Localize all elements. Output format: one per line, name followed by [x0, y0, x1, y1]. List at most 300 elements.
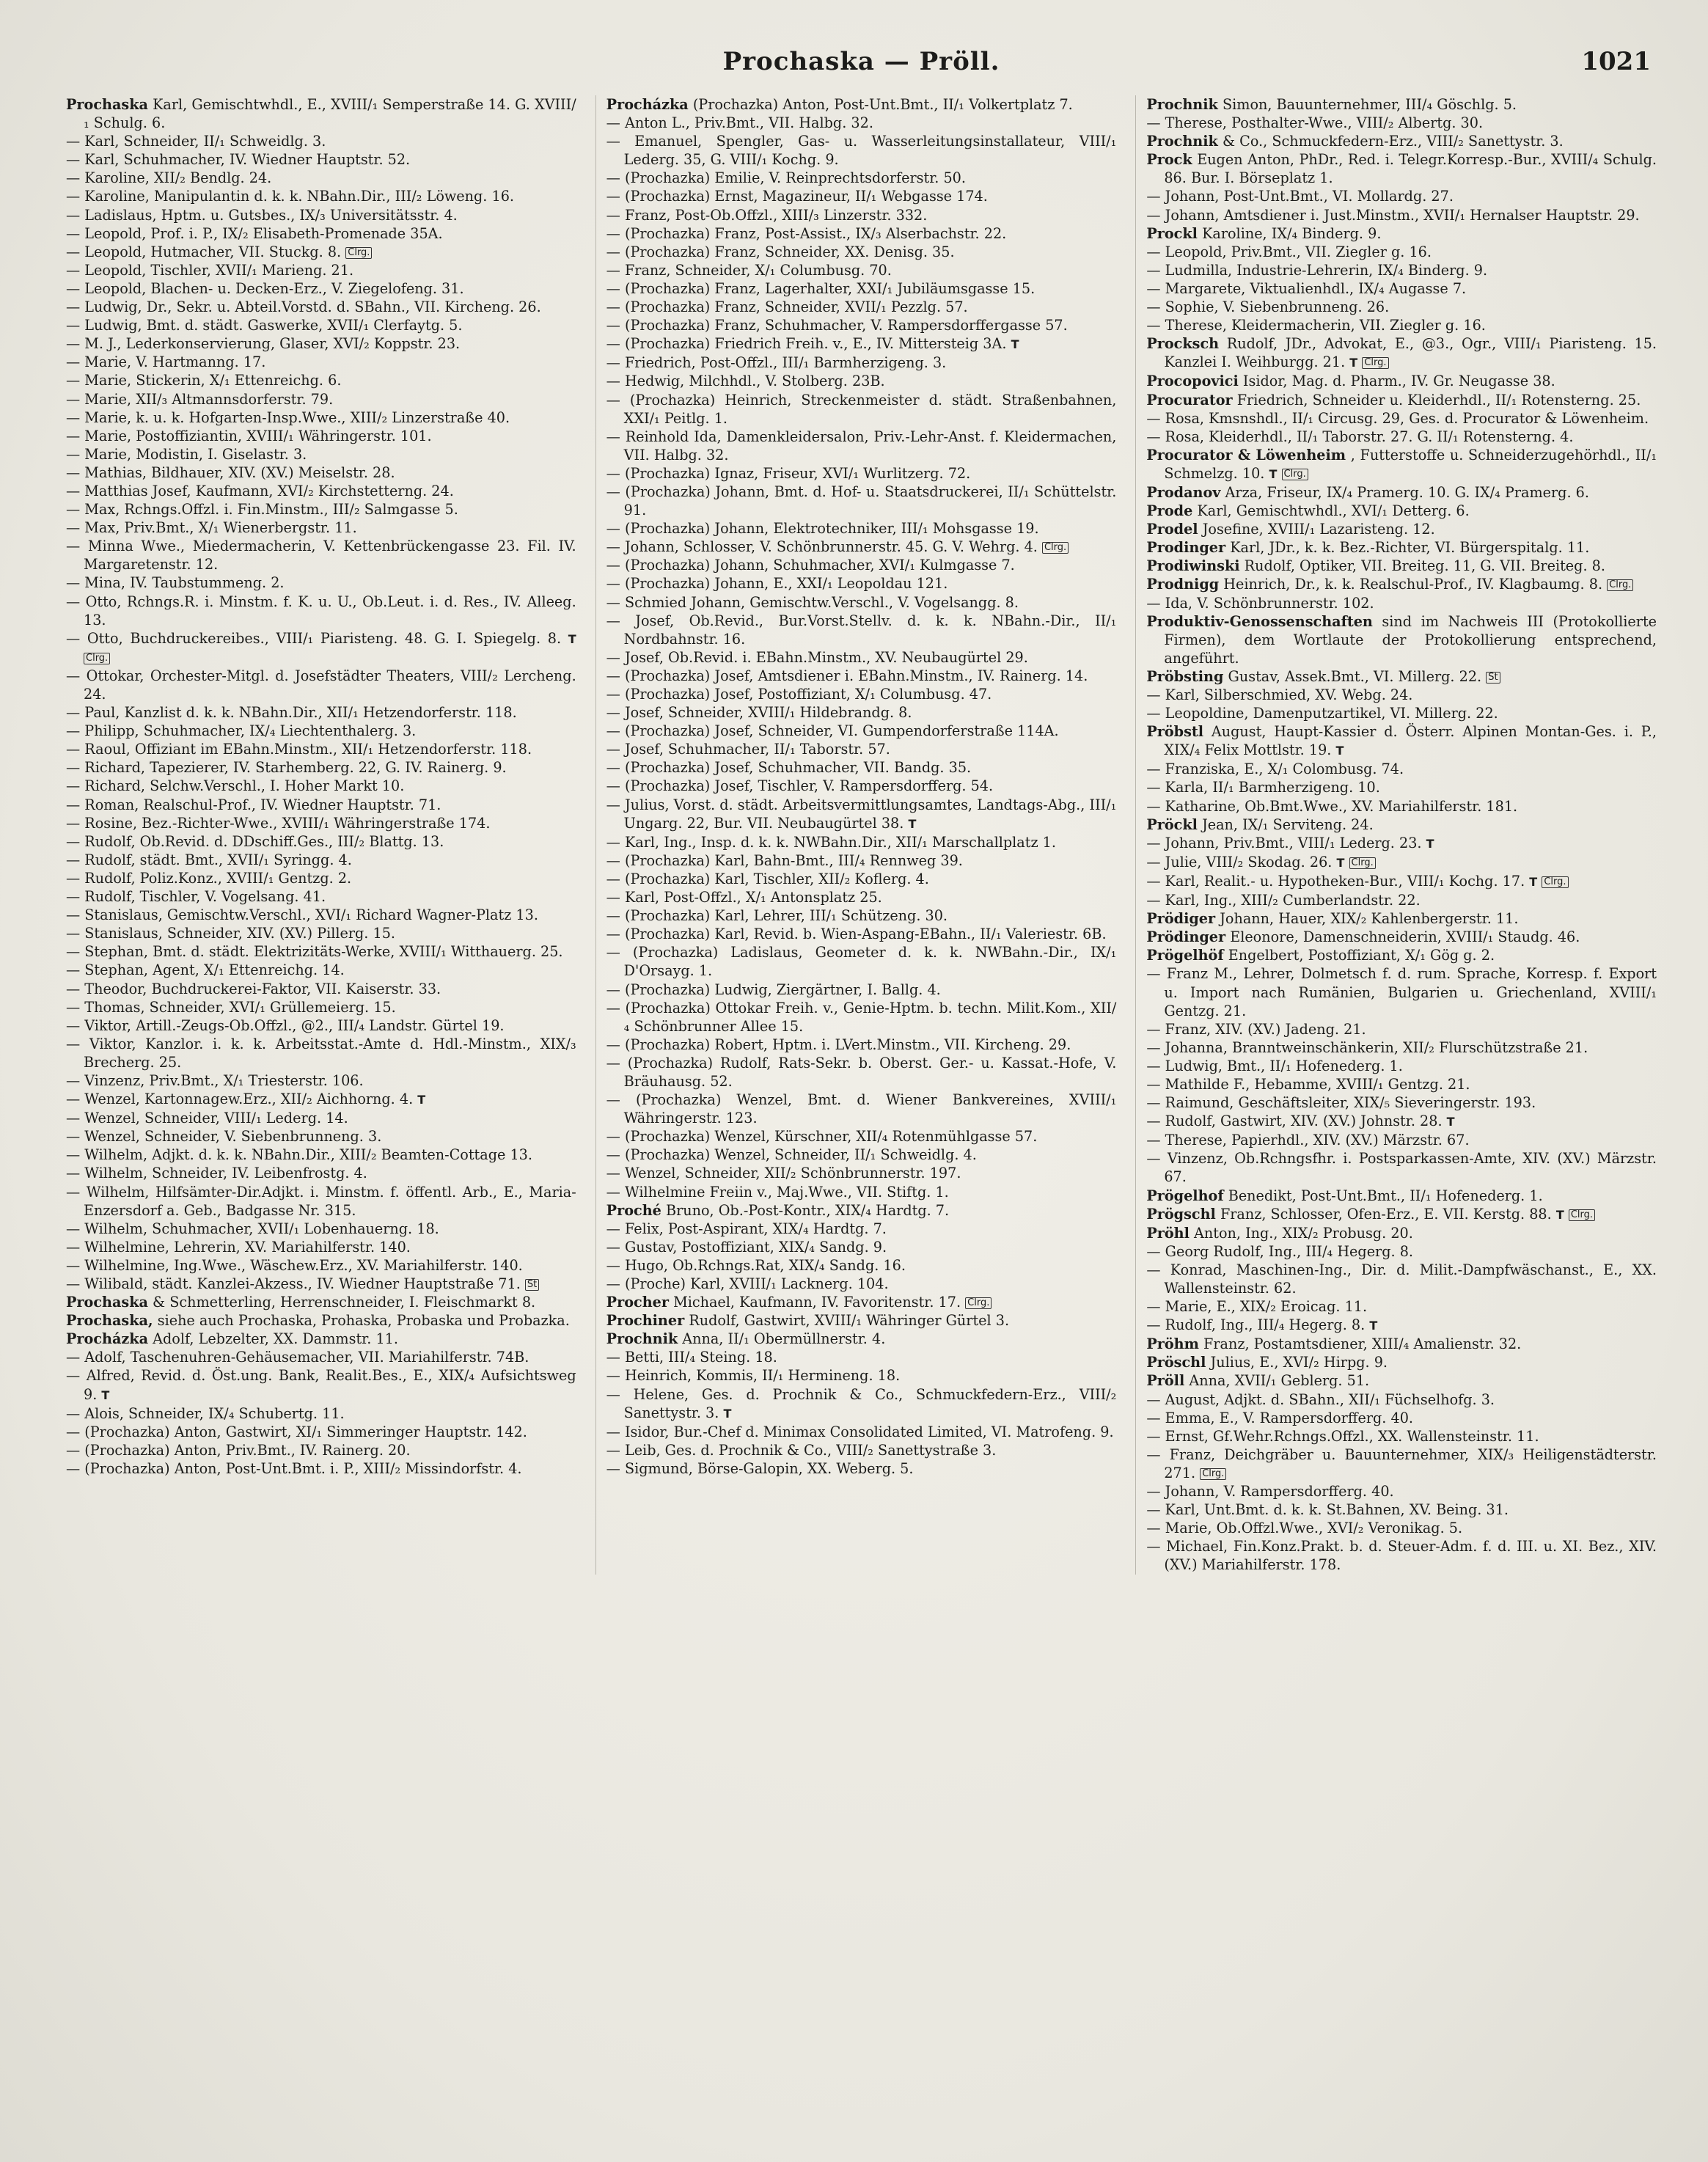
directory-entry	[606, 1127, 1117, 1146]
entry-headword: Prodiwinski	[1146, 557, 1240, 575]
entry-text: — Rosa, Kmsnshdl., II/₁ Circusg. 29, Ges. d. Procurator & Löwenheim.	[1146, 409, 1649, 427]
entry-text: — Felix, Post-Aspirant, XIX/₄ Hardtg. 7.	[606, 1220, 887, 1237]
entry-text: — Stephan, Agent, X/₁ Ettenreichg. 14.	[66, 961, 345, 979]
directory-entry	[606, 999, 1117, 1036]
entry-text: — Ludwig, Bmt. d. städt. Gaswerke, XVII/₁ Clerfaytg. 5.	[66, 317, 463, 334]
entry-text: — Michael, Fin.Konz.Prakt. b. d. Steuer-Adm. f. d. III. u. XI. Bez., XIV. (XV.) Mariahilferstr. 178.	[1146, 1538, 1657, 1574]
directory-entry	[66, 1238, 576, 1256]
entry-text: — (Prochazka) Josef, Postoffiziant, X/₁ Columbusg. 47.	[606, 686, 992, 703]
entry-text: — Anton L., Priv.Bmt., VII. Halbg. 32.	[606, 114, 873, 132]
entry-text: — Rudolf, Poliz.Konz., XVIII/₁ Gentzg. 2.	[66, 869, 352, 887]
entry-text: — Franz, Deichgräber u. Bauunternehmer, XIX/₃ Heiligenstädterstr. 271.	[1146, 1445, 1657, 1481]
directory-entry	[1146, 1445, 1657, 1482]
entry-text: — Emanuel, Spengler, Gas- u. Wasserleitungsinstallateur, VIII/₁ Lederg. 35, G. VIII/₁ Kochg. 9.	[606, 133, 1117, 169]
entry-text: — Franz, Post-Ob.Offzl., XIII/₃ Linzerstr. 332.	[606, 206, 928, 224]
directory-entry	[606, 1348, 1117, 1366]
entry-headword: Prochiner	[606, 1312, 685, 1330]
entry-text: Julius, E., XVI/₂ Hirpg. 9.	[1210, 1354, 1388, 1371]
entry-headword: Prochaska,	[66, 1312, 153, 1330]
directory-entry	[606, 1220, 1117, 1238]
directory-entry	[606, 1054, 1117, 1091]
directory-entry	[606, 169, 1117, 187]
directory-entry	[606, 1423, 1117, 1441]
entry-headword: Procurator & Löwenheim	[1146, 446, 1346, 463]
directory-entry	[1146, 298, 1657, 316]
directory-entry	[1146, 575, 1657, 593]
directory-entry	[606, 1036, 1117, 1054]
clearing-badge: Clrg.	[84, 653, 110, 664]
directory-entry	[1146, 1149, 1657, 1186]
entry-text: — Konrad, Maschinen-Ing., Dir. d. Milit.-Dampfwäschanst., E., XX. Wallensteinstr. 62.	[1146, 1261, 1657, 1297]
directory-entry	[1146, 334, 1657, 372]
directory-entry	[606, 391, 1117, 428]
entry-text: — Otto, Rchngs.R. i. Minstm. f. K. u. U., Ob.Leut. i. d. Res., IV. Alleeg. 13.	[66, 593, 576, 629]
directory-entry	[1146, 243, 1657, 261]
entry-text: — Marie, Ob.Offzl.Wwe., XVI/₂ Veronikag. 5.	[1146, 1520, 1463, 1537]
directory-entry	[1146, 667, 1657, 686]
directory-entry	[66, 1256, 576, 1275]
entry-text: — Wilhelm, Hilfsämter-Dir.Adjkt. i. Minstm. f. öffentl. Arb., E., Maria-Enzersdorf a. Geb., Badgasse Nr. 315.	[66, 1183, 576, 1219]
directory-entry	[66, 187, 576, 205]
entry-text: — Ludwig, Dr., Sekr. u. Abteil.Vorstd. d. SBahn., VII. Kircheng. 26.	[66, 298, 541, 316]
entry-text: — Mathilde F., Hebamme, XVIII/₁ Gentzg. 21.	[1146, 1075, 1470, 1093]
telephone-icon: T	[1269, 466, 1278, 481]
entry-text: — Mina, IV. Taubstummeng. 2.	[66, 574, 285, 592]
directory-entry	[66, 1275, 576, 1293]
directory-entry	[66, 1220, 576, 1238]
clearing-badge: St	[525, 1279, 539, 1291]
entry-headword: Pröschl	[1146, 1354, 1206, 1371]
entry-text: Gustav, Assek.Bmt., VI. Millerg. 22.	[1228, 667, 1482, 685]
entry-text: — Otto, Buchdruckereibes., VIII/₁ Piaristeng. 48. G. I. Spiegelg. 8.	[66, 629, 562, 647]
directory-entry	[606, 722, 1117, 740]
entry-text: Karl, JDr., k. k. Bez.-Richter, VI. Bürgerspitalg. 11.	[1230, 539, 1590, 557]
telephone-icon: T	[1011, 337, 1019, 352]
directory-entry	[66, 593, 576, 629]
entry-text: — (Prochazka) Johann, Schuhmacher, XVI/₁ Kulmgasse 7.	[606, 557, 1015, 574]
entry-text: — Ludmilla, Industrie-Lehrerin, IX/₄ Binderg. 9.	[1146, 261, 1488, 279]
directory-entry	[66, 537, 576, 574]
directory-entry	[606, 758, 1117, 777]
entry-text: — Hedwig, Milchhdl., V. Stolberg. 23B.	[606, 373, 885, 390]
directory-entry	[66, 1146, 576, 1164]
directory-entry	[1146, 187, 1657, 205]
entry-text: — Karoline, Manipulantin d. k. k. NBahn.Dir., III/₂ Löweng. 16.	[66, 188, 515, 205]
entry-text: Rudolf, JDr., Advokat, E., @3., Ogr., VIII/₁ Piaristeng. 15. Kanzlei I. Weihburgg. 21.	[1164, 335, 1657, 371]
entry-text: — Leopold, Tischler, XVII/₁ Marieng. 21.	[66, 261, 354, 279]
entry-text: — Marie, k. u. k. Hofgarten-Insp.Wwe., XIII/₂ Linzerstraße 40.	[66, 408, 510, 426]
entry-text: — Johann, Priv.Bmt., VIII/₁ Lederg. 23.	[1146, 834, 1422, 851]
entry-text: — Julius, Vorst. d. städt. Arbeitsvermittlungsamtes, Landtags-Abg., III/₁ Ungarg. 22, Bur. VII. Neubaugürtel 38.	[606, 796, 1117, 832]
entry-headword: Procher	[606, 1294, 669, 1311]
entry-text: Bruno, Ob.-Post-Kontr., XIX/₄ Hardtg. 7.	[665, 1201, 950, 1219]
directory-entry	[66, 463, 576, 482]
directory-entry	[1146, 1297, 1657, 1316]
telephone-icon: T	[1426, 836, 1434, 851]
entry-text: — Karl, Post-Offzl., X/₁ Antonsplatz 25.	[606, 889, 882, 906]
directory-entry	[606, 132, 1117, 169]
entry-text: — (Prochazka) Johann, Bmt. d. Hof- u. Staatsdruckerei, II/₁ Schüttelstr. 91.	[606, 483, 1117, 519]
directory-entry	[1146, 704, 1657, 722]
page-number: 1021	[1581, 47, 1651, 76]
directory-entry	[1146, 1537, 1657, 1574]
entry-headword: Proché	[606, 1201, 661, 1219]
directory-entry	[606, 888, 1117, 906]
directory-entry	[606, 261, 1117, 279]
directory-entry	[1146, 1205, 1657, 1224]
entry-headword: Procurator	[1146, 391, 1233, 408]
entry-text: — Leopold, Priv.Bmt., VII. Ziegler g. 16.	[1146, 243, 1432, 260]
entry-text: Franz, Postamtsdiener, XIII/₄ Amalienstr. 32.	[1203, 1335, 1522, 1353]
directory-entry	[606, 464, 1117, 483]
directory-entry	[606, 206, 1117, 224]
entry-text: — Therese, Kleidermacherin, VII. Ziegler g. 16.	[1146, 317, 1486, 334]
directory-entry	[606, 1256, 1117, 1275]
directory-entry	[606, 667, 1117, 685]
directory-entry	[66, 1293, 576, 1311]
directory-entry	[606, 685, 1117, 703]
directory-entry	[606, 187, 1117, 205]
directory-entry	[66, 279, 576, 298]
entry-text: Jean, IX/₁ Serviteng. 24.	[1202, 816, 1374, 833]
entry-text: Eleonore, Damenschneiderin, XVIII/₁ Staudg. 46.	[1230, 928, 1580, 946]
entry-text: — Marie, Modistin, I. Giselastr. 3.	[66, 445, 307, 463]
entry-text: — Max, Rchngs.Offzl. i. Fin.Minstm., III/₂ Salmgasse 5.	[66, 501, 458, 518]
directory-entry	[1146, 1261, 1657, 1297]
entry-text: — (Prochazka) Josef, Schuhmacher, VII. Bandg. 35.	[606, 759, 972, 777]
entry-text: — Mathias, Bildhauer, XIV. (XV.) Meiselstr. 28.	[66, 463, 395, 481]
entry-text: — (Prochazka) Robert, Hptm. i. LVert.Minstm., VII. Kircheng. 29.	[606, 1036, 1071, 1053]
clearing-badge: Clrg.	[1362, 357, 1388, 369]
directory-entry	[1146, 834, 1657, 853]
directory-entry	[1146, 1519, 1657, 1537]
entry-text: — Wenzel, Schneider, V. Siebenbrunneng. 3.	[66, 1128, 382, 1146]
entry-text: Rudolf, Gastwirt, XVIII/₁ Währinger Gürtel 3.	[689, 1312, 1010, 1330]
entry-text: — Franziska, E., X/₁ Colombusg. 74.	[1146, 761, 1404, 778]
directory-entry	[606, 612, 1117, 648]
clearing-badge: Clrg.	[1042, 542, 1069, 554]
directory-entry	[1146, 372, 1657, 390]
entry-headword: Produktiv-Genossenschaften	[1146, 612, 1373, 630]
directory-entry	[1146, 1075, 1657, 1093]
entry-headword: Procopovici	[1146, 373, 1239, 390]
entry-text: — (Prochazka) Johann, E., XXI/₁ Leopoldau 121.	[606, 575, 948, 593]
directory-entry	[66, 869, 576, 887]
directory-entry	[606, 703, 1117, 722]
entry-headword: Procházka	[606, 96, 689, 113]
entry-text: — Sophie, V. Siebenbrunneng. 26.	[1146, 298, 1390, 316]
entry-text: — Johann, Schlosser, V. Schönbrunnerstr. 45. G. V. Wehrg. 4.	[606, 538, 1038, 556]
entry-text: Adolf, Lebzelter, XX. Dammstr. 11.	[153, 1330, 398, 1348]
directory-entry	[606, 1293, 1117, 1311]
entry-text: Anton, Ing., XIX/₂ Probusg. 20.	[1194, 1224, 1413, 1242]
directory-entry	[606, 740, 1117, 758]
directory-entry	[606, 593, 1117, 612]
directory-entry	[606, 243, 1117, 261]
entry-text: — Franz, XIV. (XV.) Jadeng. 21.	[1146, 1020, 1366, 1038]
entry-text: — M. J., Lederkonservierung, Glaser, XVI/₂ Koppstr. 23.	[66, 335, 461, 353]
entry-text: — Therese, Papierhdl., XIV. (XV.) Märzstr. 67.	[1146, 1132, 1470, 1149]
clearing-badge: Clrg.	[1282, 469, 1308, 480]
directory-entry	[1146, 964, 1657, 1019]
entry-text: — Marie, Stickerin, X/₁ Ettenreichg. 6.	[66, 372, 342, 389]
directory-entry	[1146, 1335, 1657, 1353]
entry-text: — (Prochazka) Friedrich Freih. v., E., IV. Mittersteig 3A.	[606, 335, 1007, 353]
entry-text: Karoline, IX/₄ Binderg. 9.	[1202, 224, 1382, 242]
entry-text: — (Prochazka) Rudolf, Rats-Sekr. b. Oberst. Ger.- u. Kassat.-Hofe, V. Bräuhausg. 52.	[606, 1054, 1117, 1090]
telephone-icon: T	[1529, 874, 1538, 889]
entry-text: — (Prochazka) Ignaz, Friseur, XVI/₁ Wurlitzerg. 72.	[606, 464, 971, 482]
directory-entry	[1146, 150, 1657, 187]
directory-entry	[1146, 520, 1657, 538]
directory-entry	[1146, 114, 1657, 132]
entry-text: — Marie, Postoffiziantin, XVIII/₁ Währingerstr. 101.	[66, 427, 432, 444]
directory-entry	[1146, 1093, 1657, 1112]
entry-text: — Johann, Amtsdiener i. Just.Minstm., XVII/₁ Hernalser Hauptstr. 29.	[1146, 206, 1640, 224]
clearing-badge: Clrg.	[1607, 579, 1633, 591]
directory-entry	[66, 1016, 576, 1035]
entry-text: — Stephan, Bmt. d. städt. Elektrizitäts-Werke, XVIII/₁ Witthauerg. 25.	[66, 943, 563, 961]
entry-text: — Betti, III/₄ Steing. 18.	[606, 1349, 777, 1366]
directory-entry	[606, 648, 1117, 667]
entry-text: Michael, Kaufmann, IV. Favoritenstr. 17.	[673, 1294, 961, 1311]
entry-text: — Rudolf, Gastwirt, XIV. (XV.) Johnstr. 28.	[1146, 1113, 1443, 1130]
entry-text: — Josef, Ob.Revid., Bur.Vorst.Stellv. d. k. k. NBahn.-Dir., II/₁ Nordbahnstr. 16.	[606, 612, 1117, 648]
entry-text: — (Prochazka) Ottokar Freih. v., Genie-Hptm. b. techn. Milit.Kom., XII/₄ Schönbrunner Allee 15.	[606, 999, 1117, 1035]
entry-text: — Ernst, Gf.Wehr.Rchngs.Offzl., XX. Wallensteinstr. 11.	[1146, 1427, 1539, 1445]
directory-entry	[66, 814, 576, 832]
entry-headword: Prochnik	[606, 1330, 678, 1348]
entry-headword: Prögelhöf	[1146, 947, 1224, 964]
entry-text: Anna, XVII/₁ Geblerg. 51.	[1189, 1372, 1370, 1390]
entry-text: — Stanislaus, Schneider, XIV. (XV.) Pillerg. 15.	[66, 925, 396, 942]
directory-entry	[606, 1441, 1117, 1459]
entry-text: — Karl, Schuhmacher, IV. Wiedner Hauptstr. 52.	[66, 151, 411, 169]
entry-text: — Georg Rudolf, Ing., III/₄ Hegerg. 8.	[1146, 1242, 1414, 1260]
directory-entry	[66, 722, 576, 740]
telephone-icon: T	[1349, 356, 1358, 370]
entry-text: — (Proche) Karl, XVIII/₁ Lacknerg. 104.	[606, 1275, 889, 1292]
directory-entry	[1146, 1371, 1657, 1390]
directory-entry	[66, 95, 576, 132]
directory-entry	[66, 298, 576, 316]
directory-entry	[1146, 1390, 1657, 1409]
entry-text: — Rudolf, Ing., III/₄ Hegerg. 8.	[1146, 1316, 1366, 1334]
entry-text: — Helene, Ges. d. Prochnik & Co., Schmuckfedern-Erz., VIII/₂ Sanettystr. 3.	[606, 1385, 1117, 1421]
entry-text: — Alois, Schneider, IX/₄ Schubertg. 11.	[66, 1404, 345, 1422]
directory-entry	[606, 316, 1117, 334]
telephone-icon: T	[908, 816, 917, 831]
directory-entry	[66, 169, 576, 187]
entry-text: — Leopoldine, Damenputzartikel, VI. Millerg. 22.	[1146, 705, 1498, 722]
directory-entry	[1146, 612, 1657, 667]
entry-text: — Johann, V. Rampersdorfferg. 40.	[1146, 1483, 1394, 1500]
entry-text: — Wenzel, Kartonnagew.Erz., XII/₂ Aichhorng. 4.	[66, 1091, 414, 1108]
entry-text: Isidor, Mag. d. Pharm., IV. Gr. Neugasse 38.	[1242, 373, 1555, 390]
directory-entry	[66, 574, 576, 592]
entry-text: — Viktor, Artill.-Zeugs-Ob.Offzl., @2., III/₄ Landstr. Gürtel 19.	[66, 1016, 505, 1034]
entry-text: — Wenzel, Schneider, XII/₂ Schönbrunnerstr. 197.	[606, 1165, 961, 1182]
directory-entry	[606, 981, 1117, 999]
directory-entry	[66, 150, 576, 169]
directory-entry	[1146, 946, 1657, 964]
entry-text: — Max, Priv.Bmt., X/₁ Wienerbergstr. 11.	[66, 519, 357, 537]
directory-entry	[66, 518, 576, 537]
directory-entry	[66, 906, 576, 924]
entry-headword: Pröckl	[1146, 816, 1198, 833]
entry-text: Benedikt, Post-Unt.Bmt., II/₁ Hofenederg. 1.	[1228, 1187, 1543, 1204]
entry-text: — Vinzenz, Priv.Bmt., X/₁ Triesterstr. 106.	[66, 1071, 364, 1089]
entry-text: — (Prochazka) Anton, Priv.Bmt., IV. Rainerg. 20.	[66, 1441, 411, 1459]
directory-entry	[66, 980, 576, 998]
entry-text: — Johanna, Branntweinschänkerin, XII/₂ Flurschützstraße 21.	[1146, 1038, 1588, 1056]
directory-entry	[66, 1404, 576, 1423]
column-left	[66, 95, 576, 1575]
entry-text: — Wilhelmine, Lehrerin, XV. Mariahilferstr. 140.	[66, 1238, 411, 1256]
entry-text: — Karl, Unt.Bmt. d. k. k. St.Bahnen, XV. Being. 31.	[1146, 1501, 1509, 1519]
directory-entry	[1146, 816, 1657, 834]
entry-text: — Rudolf, städt. Bmt., XVII/₁ Syringg. 4.	[66, 851, 352, 868]
entry-text: & Schmetterling, Herrenschneider, I. Fleischmarkt 8.	[153, 1294, 536, 1311]
entry-text: — Rosine, Bez.-Richter-Wwe., XVIII/₁ Währingerstraße 174.	[66, 814, 491, 832]
entry-text: — (Prochazka) Emilie, V. Reinprechtsdorferstr. 50.	[606, 169, 966, 187]
entry-text: (Prochazka) Anton, Post-Unt.Bmt., II/₁ Volkertplatz 7.	[692, 96, 1073, 113]
directory-entry	[1146, 1112, 1657, 1131]
entry-text: — (Prochazka) Johann, Elektrotechniker, III/₁ Mohsgasse 19.	[606, 520, 1039, 538]
directory-entry	[1146, 224, 1657, 243]
entry-text: — Isidor, Bur.-Chef d. Minimax Consolidated Limited, VI. Matrofeng. 9.	[606, 1423, 1114, 1440]
entry-headword: Pröhm	[1146, 1335, 1199, 1353]
entry-text: — Marie, V. Hartmanng. 17.	[66, 353, 266, 371]
entry-text: — Karl, Realit.- u. Hypotheken-Bur., VIII/₁ Kochg. 17.	[1146, 872, 1525, 890]
entry-text: — (Prochazka) Anton, Gastwirt, XI/₁ Simmeringer Hauptstr. 142.	[66, 1423, 527, 1440]
entry-text: — (Prochazka) Karl, Tischler, XII/₂ Koflerg. 4.	[606, 870, 929, 887]
directory-entry	[66, 261, 576, 279]
directory-entry	[1146, 1482, 1657, 1500]
directory-entry	[1146, 1057, 1657, 1075]
directory-entry	[1146, 1316, 1657, 1335]
entry-text: — Karla, II/₁ Barmherzigeng. 10.	[1146, 779, 1380, 796]
directory-entry	[66, 1183, 576, 1220]
directory-entry	[66, 1311, 576, 1330]
clearing-badge: Clrg.	[1200, 1468, 1226, 1480]
entry-text: — (Prochazka) Franz, Post-Assist., IX/₃ Alserbachstr. 22.	[606, 224, 1007, 242]
column-right	[1135, 95, 1657, 1575]
directory-entry	[1146, 891, 1657, 909]
entry-text: — August, Adjkt. d. SBahn., XII/₁ Füchselhofg. 3.	[1146, 1390, 1495, 1408]
entry-text: — (Prochazka) Wenzel, Kürschner, XII/₄ Rotenmühlgasse 57.	[606, 1128, 1038, 1146]
entry-text: — Josef, Ob.Revid. i. EBahn.Minstm., XV. Neubaugürtel 29.	[606, 648, 1028, 666]
directory-entry	[66, 445, 576, 463]
telephone-icon: T	[417, 1093, 426, 1107]
telephone-icon: T	[101, 1388, 110, 1402]
entry-text: — Franz M., Lehrer, Dolmetsch f. d. rum. Sprache, Korresp. f. Export u. Import nach Rumänien, Bulgarien u. Griechenland, XVIII/₁ Gentzg. 21.	[1146, 965, 1657, 1019]
directory-entry	[66, 371, 576, 389]
page-header	[66, 45, 1657, 89]
directory-entry	[606, 777, 1117, 795]
entry-headword: Prode	[1146, 502, 1193, 520]
entry-headword: Procksch	[1146, 335, 1220, 353]
entry-text: — Alfred, Revid. d. Öst.ung. Bank, Realit.Bes., E., XIX/₄ Aufsichtsweg 9.	[66, 1367, 576, 1403]
entry-text: — Wilhelm, Schuhmacher, XVII/₁ Lobenhauerng. 18.	[66, 1220, 439, 1237]
directory-entry	[66, 353, 576, 371]
entry-text: — Friedrich, Post-Offzl., III/₁ Barmherzigeng. 3.	[606, 354, 947, 372]
entry-text: — Leopold, Blachen- u. Decken-Erz., V. Ziegelofeng. 31.	[66, 279, 464, 297]
directory-entry	[606, 906, 1117, 925]
entry-text: — Johann, Post-Unt.Bmt., VI. Mollardg. 27.	[1146, 188, 1454, 205]
directory-entry	[66, 408, 576, 427]
directory-entry	[66, 758, 576, 777]
directory-entry	[1146, 502, 1657, 520]
directory-entry	[66, 851, 576, 869]
telephone-icon: T	[1336, 855, 1345, 870]
entry-headword: Prochnik	[1146, 96, 1218, 113]
entry-text: Simon, Bauunternehmer, III/₄ Göschlg. 5.	[1222, 96, 1517, 113]
directory-entry	[66, 1109, 576, 1127]
directory-entry	[66, 243, 576, 261]
entry-text: — Thomas, Schneider, XVI/₁ Grüllemeierg. 15.	[66, 998, 396, 1016]
entry-text: — Reinhold Ida, Damenkleidersalon, Priv.-Lehr-Anst. f. Kleidermachen, VII. Halbg. 32.	[606, 428, 1117, 463]
directory-entry	[1146, 538, 1657, 557]
directory-entry	[1146, 1353, 1657, 1371]
entry-text: — Wilhelm, Adjkt. d. k. k. NBahn.Dir., XIII/₂ Beamten-Cottage 13.	[66, 1146, 532, 1164]
entry-text: — Ladislaus, Hptm. u. Gutsbes., IX/₃ Universitätsstr. 4.	[66, 206, 458, 224]
entry-text: — Vinzenz, Ob.Rchngsfhr. i. Postsparkassen-Amte, XIV. (XV.) Märzstr. 67.	[1146, 1150, 1657, 1186]
entry-text: — (Prochazka) Franz, Schneider, XVII/₁ Pezzlg. 57.	[606, 298, 968, 316]
entry-headword: Prochaska	[66, 1294, 148, 1311]
entry-text: — Margarete, Viktualienhdl., IX/₄ Augasse 7.	[1146, 279, 1467, 297]
directory-entry	[1146, 316, 1657, 334]
directory-entry	[1146, 206, 1657, 224]
clearing-badge: Clrg.	[1569, 1209, 1595, 1221]
entry-text: — Roman, Realschul-Prof., IV. Wiedner Hauptstr. 71.	[66, 796, 441, 813]
entry-text: Rudolf, Optiker, VII. Breiteg. 11, G. VII. Breiteg. 8.	[1244, 557, 1605, 575]
directory-entry	[1146, 1038, 1657, 1057]
entry-text: — Karl, Ing., XIII/₂ Cumberlandstr. 22.	[1146, 892, 1421, 909]
telephone-icon: T	[1446, 1115, 1455, 1129]
entry-text: — Karl, Ing., Insp. d. k. k. NWBahn.Dir., XII/₁ Marschallplatz 1.	[606, 833, 1056, 851]
entry-headword: Prock	[1146, 151, 1192, 169]
directory-entry	[66, 500, 576, 518]
entry-text: sind im Nachweis III (Protokollierte Firmen), dem Wortlaute der Protokollierung entsprechend, angeführt.	[1164, 612, 1657, 667]
directory-entry	[1146, 279, 1657, 298]
entry-text: — Rosa, Kleiderhdl., II/₁ Taborstr. 27. G. II/₁ Rotensterng. 4.	[1146, 428, 1574, 445]
entry-text: — Julie, VIII/₂ Skodag. 26.	[1146, 853, 1333, 871]
directory-entry	[66, 832, 576, 851]
directory-entry	[606, 372, 1117, 390]
directory-entry	[606, 519, 1117, 538]
directory-entry	[606, 574, 1117, 593]
directory-entry	[606, 925, 1117, 943]
directory-entry	[606, 224, 1117, 243]
directory-entry	[66, 1071, 576, 1090]
entry-text: — Viktor, Kanzlor. i. k. k. Arbeitsstat.-Amte d. Hdl.-Minstm., XIX/₃ Brecherg. 25.	[66, 1035, 576, 1071]
entry-text: — Karoline, XII/₂ Bendlg. 24.	[66, 169, 272, 187]
entry-text: Josefine, XVIII/₁ Lazaristeng. 12.	[1202, 521, 1435, 538]
directory-entry	[1146, 872, 1657, 891]
entry-headword: Prodnigg	[1146, 576, 1220, 593]
columns	[66, 95, 1657, 1575]
directory-entry	[1146, 1224, 1657, 1242]
directory-entry	[66, 206, 576, 224]
directory-entry	[1146, 1131, 1657, 1149]
directory-entry	[606, 556, 1117, 574]
entry-text: — Josef, Schneider, XVIII/₁ Hildebrandg. 8.	[606, 704, 912, 722]
directory-entry	[66, 740, 576, 758]
entry-text: — Ludwig, Bmt., II/₁ Hofenederg. 1.	[1146, 1057, 1403, 1074]
entry-headword: Prodanov	[1146, 483, 1221, 501]
entry-text: — Raimund, Geschäftsleiter, XIX/₅ Sieveringerstr. 193.	[1146, 1094, 1536, 1112]
